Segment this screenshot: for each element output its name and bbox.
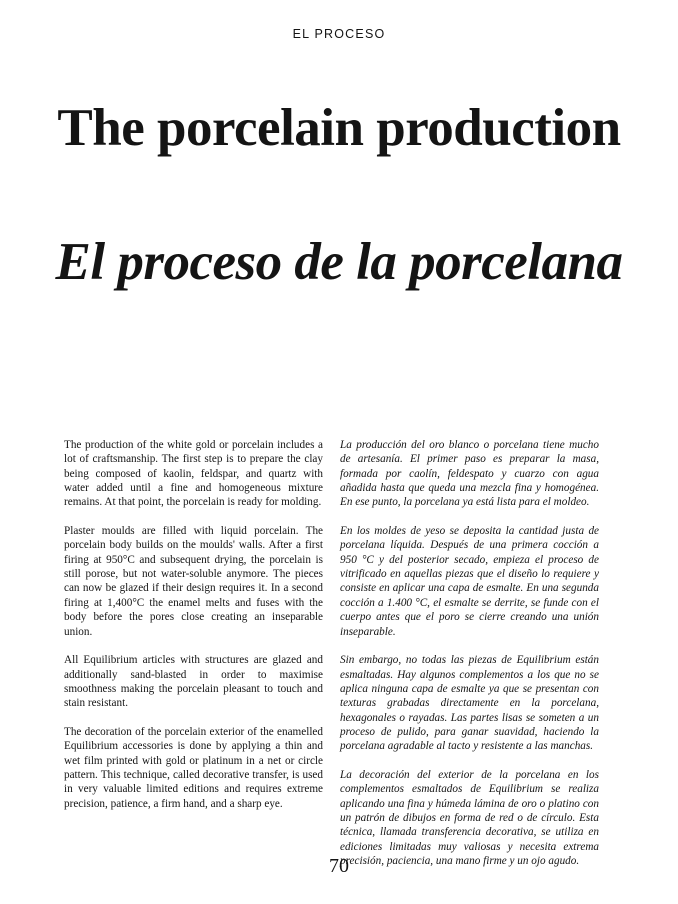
english-paragraph: All Equilibrium articles with structures are glazed and additionally sand-blasted in order to maximise smoothness making the porcelain pleasant to touch and stain resistant. <box>64 654 323 710</box>
spanish-paragraph: Sin embargo, no todas las piezas de Equilibrium están esmaltadas. Hay algunos complementos a los que no se aplica ninguna capa de esmalte ya que se presentan con texturas grabadas directamente en la porcelana, hexagonales o rayadas. Las partes lisas se someten a un proceso de pulido, para ganar suavidad, haciendo la porcelana agradable al tacto y resistente a las manchas. <box>340 654 599 753</box>
english-paragraph: The production of the white gold or porcelain includes a lot of craftsmanship. The first step is to prepare the clay being composed of kaolin, feldspar, and quartz with water added until a fine and homogeneous mixture remains. At that point, the porcelain is ready for molding. <box>64 439 323 509</box>
page-number: 70 <box>329 855 349 877</box>
title-spanish: El proceso de la porcelana <box>55 233 623 291</box>
spanish-paragraph: En los moldes de yeso se deposita la cantidad justa de porcelana líquida. Después de una primera cocción a 950 °C y del posterior secado, empieza el proceso de vitrificado en aquellas piezas que el diseño lo requiere y consiste en aplicar una capa de esmalte. En una segunda cocción a 1.400 °C, el esmalte se derrite, se funde con el cuerpo antes que el poro se cierre creando una unión inseparable. <box>340 525 599 638</box>
section-label: EL PROCESO <box>292 27 386 41</box>
title-english: The porcelain production <box>57 99 621 157</box>
english-column <box>64 438 323 825</box>
spanish-paragraph: La producción del oro blanco o porcelana tiene mucho de artesanía. El primer paso es preparar la masa, formada por caolín, feldespato y cuarzo con agua añadida hasta que queda una mezcla fina y homogénea. En ese punto, la porcelana ya está lista para el moldeo. <box>340 439 599 509</box>
spanish-paragraph: La decoración del exterior de la porcelana en los complementos esmaltados de Equilibrium se realiza aplicando una fina y húmeda lámina de oro o platino con un patrón de dibujos en forma de red o de círculo. Esta técnica, llamada transferencia decorativa, se utiliza en ediciones limitadas muy valiosas y necesita extrema precisión, paciencia, una mano firme y un ojo agudo. <box>340 769 599 868</box>
english-paragraph: The decoration of the porcelain exterior of the enamelled Equilibrium accessories is done by applying a thin and wet film printed with gold or platinum in a net or circle pattern. This technique, called decorative transfer, is used in very valuable limited editions and requires extreme precision, patience, a firm hand, and a sharp eye. <box>64 726 323 810</box>
spanish-column <box>340 438 599 883</box>
english-paragraph: Plaster moulds are filled with liquid porcelain. The porcelain body builds on the moulds' walls. After a first firing at 950°C and subsequent drying, the porcelain is still porose, but not water-soluble anymore. The pieces can now be glazed if their design requires it. In a second firing at 1,400°C the enamel melts and fuses with the body before the pores close creating an inseparable union. <box>64 525 323 638</box>
